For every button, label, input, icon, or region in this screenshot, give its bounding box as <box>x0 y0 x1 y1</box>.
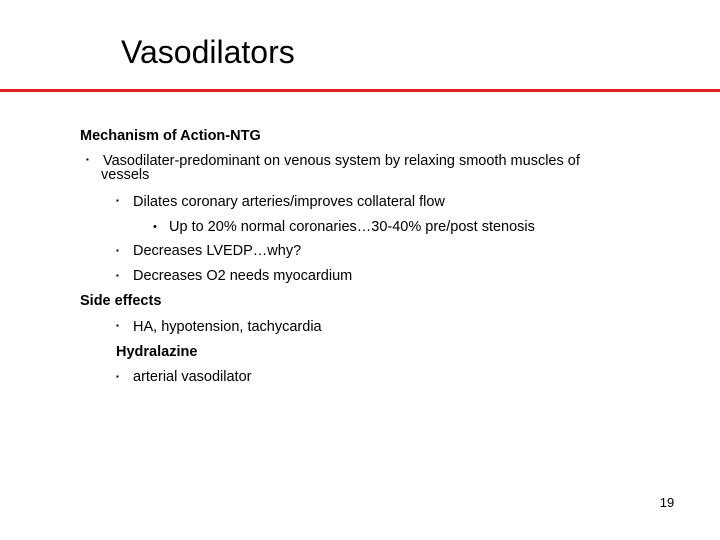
title-divider <box>0 89 720 92</box>
bullet-square: ▪ <box>86 155 89 164</box>
heading-hydralazine: Hydralazine <box>116 344 198 360</box>
page-number: 19 <box>659 495 675 510</box>
bullet-round: • <box>153 221 157 233</box>
slide-title: Vasodilators <box>121 34 295 70</box>
heading-side-effects: Side effects <box>80 293 162 309</box>
ntg-main-text-line2: vessels <box>101 167 150 183</box>
ntg-sub-item-lvedp: Decreases LVEDP…why? <box>133 243 302 259</box>
bullet-square: ▪ <box>116 321 119 330</box>
ntg-sub-item-dilates: Dilates coronary arteries/improves collateral flow <box>133 194 445 210</box>
heading-mechanism-ntg: Mechanism of Action-NTG <box>80 128 261 144</box>
bullet-square: ▪ <box>116 246 119 255</box>
ntg-sub-sub-item-coronaries: Up to 20% normal coronaries…30-40% pre/post stenosis <box>169 219 535 235</box>
ntg-main-text-line1: Vasodilater-predominant on venous system by relaxing smooth muscles of <box>103 153 580 169</box>
bullet-square: ▪ <box>116 271 119 280</box>
ntg-sub-item-o2: Decreases O2 needs myocardium <box>133 268 353 284</box>
bullet-square: ▪ <box>116 196 119 205</box>
hydralazine-item: arterial vasodilator <box>133 369 252 385</box>
bullet-square: ▪ <box>116 372 119 381</box>
side-effects-item: HA, hypotension, tachycardia <box>133 319 322 335</box>
